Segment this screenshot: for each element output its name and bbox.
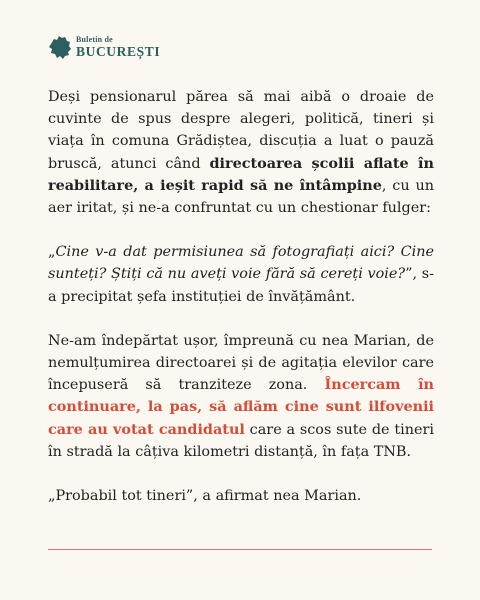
brand-logo[interactable] (48, 34, 160, 60)
quote-italic: Cine v-a dat permisiunea să fotografiați aici? Cine sunteți? Știți că nu aveți voie fără să cereți voie? (48, 244, 434, 283)
paragraph-1-text-a: Deși pensionarul părea să mai aibă o droaie de cuvinte de spus despre alegeri, politică, tineri și viața în comuna Grădiștea, discuția a luat o pauză bruscă, atunci când (48, 89, 434, 172)
paragraph-1-text-b: , cu un aer iritat, și ne-a confruntat cu un chestionar fulger: (48, 177, 434, 217)
paragraph-2-quote (48, 241, 434, 308)
paragraph-3-text-b: care a scos sute de tineri în stradă la câțiva kilometri distanță, în fața TNB. (48, 421, 435, 460)
paragraph-4: „Probabil tot tineri”, a afirmat nea Marian. (48, 488, 362, 505)
article-body (48, 86, 434, 507)
quote-open-mark: „ (48, 244, 56, 261)
paragraph-3-highlight: Încercam în continuare, la pas, să aflăm cine sunt ilfovenii care au votat candidatul (48, 376, 434, 438)
brand-line-1: Buletin de (76, 34, 113, 44)
brand-line-2: BUCUREȘTI (76, 43, 161, 59)
paragraph-3 (48, 330, 434, 463)
paragraph-1-bold: directoarea școlii aflate în reabilitare, a ieșit rapid să ne întâmpine (48, 154, 434, 194)
paragraph-3-text-a: Ne-am îndepărtat ușor, împreună cu nea Marian, de nemulțumirea directoarei și de agitația elevilor care începuseră să tranziteze zona. (48, 332, 434, 394)
paragraph-1 (48, 86, 434, 219)
quote-attribution: ”, s-a precipitat șefa instituției de învățământ. (48, 266, 434, 305)
bucharest-map-icon (48, 34, 72, 60)
divider-line (48, 549, 432, 550)
